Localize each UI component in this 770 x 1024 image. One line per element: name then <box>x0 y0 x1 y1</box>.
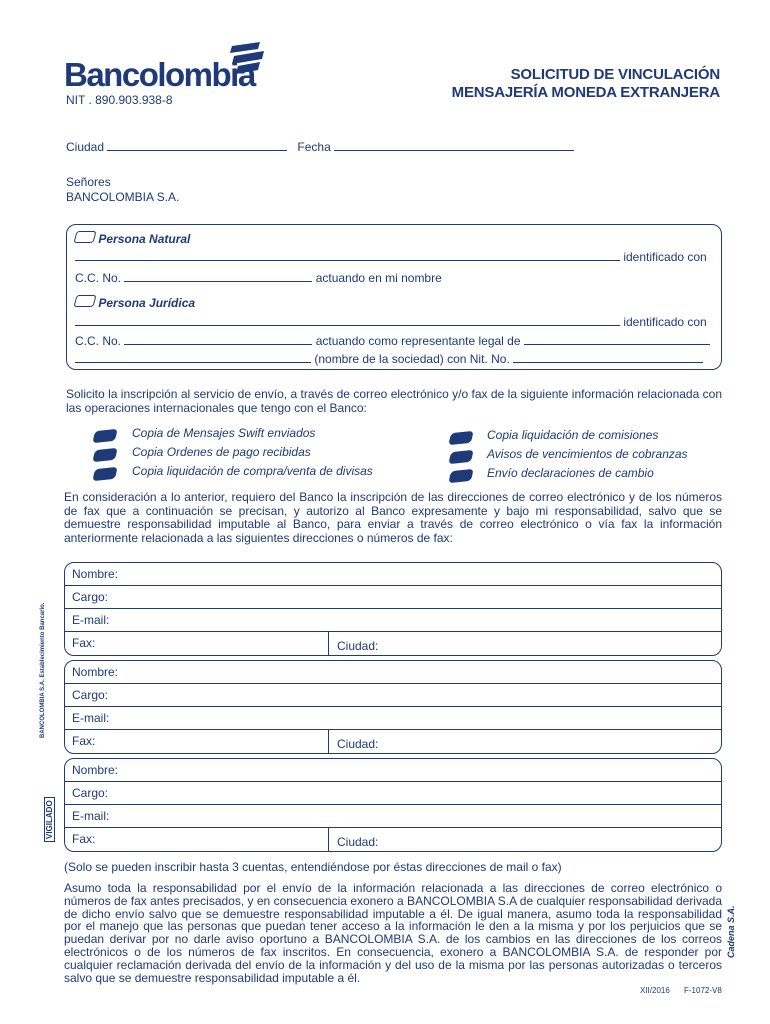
nit-sociedad-field[interactable] <box>513 362 703 363</box>
sociedad-field[interactable] <box>524 344 710 345</box>
persona-juridica-checkbox[interactable] <box>73 295 96 307</box>
side-legal-text: BANCOLOMBIA S.A. Establecimiento Bancario. <box>40 602 46 738</box>
account-1-ciudad[interactable]: Ciudad: <box>337 639 379 653</box>
option-divisas-label: Copia liquidación de compra/venta de divisas <box>132 464 373 478</box>
option-ordenes-label: Copia Ordenes de pago recibidas <box>132 445 311 459</box>
option-declaraciones-label: Envío declaraciones de cambio <box>487 466 654 480</box>
accounts-note: (Solo se pueden inscribir hasta 3 cuentas, entendiéndose por éstas direcciones de mail o fax) <box>64 860 562 874</box>
liability-text: Asumo toda la responsabilidad por el envío de la información relacionada a las direcciones de correo electrónico o números de fax antes precisados, y en consecuencia exonero a BANCOLOMBIA S.A de cualquier responsabilidad derivada de dicho envío salvo que se demuestre responsabilidad imputable a él. De igual manera, asumo toda la responsabilidad por el manejo que las personas que puedan tener acceso a la información le den a la misma y por los perjuicios que se puedan derivar por no darle aviso oportuno a BANCOLOMBIA S.A. de los cambios en las direcciones de los correos electrónicos o de los números de fax inscritos. En consecuencia, exonero a BANCOLOMBIA S.A. de responder por cualquier reclamación derivada del envío de la información y del uso de la misma por las personas autorizadas o terceros salvo que se demuestre responsabilidad imputable a él. <box>64 881 722 985</box>
account-block-1 <box>64 562 722 656</box>
sociedad-name-field[interactable] <box>75 362 311 363</box>
account-1-fax-row <box>65 632 721 655</box>
actuando-label: actuando en mi nombre <box>315 271 442 285</box>
account-1-cargo[interactable]: Cargo: <box>65 586 721 609</box>
persona-box <box>66 224 722 370</box>
option-comisiones-label: Copia liquidación de comisiones <box>487 428 659 442</box>
persona-natural-checkbox[interactable] <box>73 231 96 243</box>
natural-name-field[interactable] <box>75 260 620 261</box>
footer-code: F-1072-V8 <box>684 986 722 995</box>
option-cobranzas-checkbox[interactable] <box>448 450 473 464</box>
cc2-field[interactable] <box>124 344 312 345</box>
option-swift-checkbox[interactable] <box>92 429 117 443</box>
account-1-nombre[interactable]: Nombre: <box>65 563 721 586</box>
fecha-label: Fecha <box>297 140 331 154</box>
identificado2-label: identificado con <box>623 315 707 329</box>
account-block-3 <box>64 758 722 852</box>
printer-mark: Cadena S.A. <box>726 905 736 958</box>
cc-label: C.C. No. <box>75 271 122 285</box>
brand-name: Bancolombia <box>64 56 255 93</box>
options-left <box>94 426 394 483</box>
nit-sociedad-label: (nombre de la sociedad) con Nit. No. <box>314 352 510 366</box>
persona-natural-label: Persona Natural <box>98 232 191 246</box>
account-3-fax-row <box>65 828 721 851</box>
account-block-2 <box>64 660 722 754</box>
option-declaraciones-checkbox[interactable] <box>448 469 473 483</box>
option-ordenes-checkbox[interactable] <box>92 448 117 462</box>
footer-date: XII/2016 <box>640 986 670 995</box>
account-3-cargo[interactable]: Cargo: <box>65 782 721 805</box>
nit-number: NIT . 890.903.938-8 <box>66 93 173 107</box>
options-right <box>450 428 730 485</box>
account-3-email[interactable]: E-mail: <box>65 805 721 828</box>
option-cobranzas-label: Avisos de vencimientos de cobranzas <box>487 447 688 461</box>
identificado-label: identificado con <box>623 250 707 264</box>
account-3-fax[interactable]: Fax: <box>72 832 96 846</box>
addressee: Señores BANCOLOMBIA S.A. <box>66 175 180 204</box>
account-3-ciudad[interactable]: Ciudad: <box>337 835 379 849</box>
option-swift-label: Copia de Mensajes Swift enviados <box>132 426 316 440</box>
fecha-field[interactable] <box>334 150 574 151</box>
option-comisiones-checkbox[interactable] <box>448 431 473 445</box>
ciudad-fecha-row <box>66 140 574 154</box>
account-2-ciudad[interactable]: Ciudad: <box>337 737 379 751</box>
cc-field[interactable] <box>124 281 312 282</box>
persona-juridica-label: Persona Jurídica <box>98 296 196 310</box>
account-2-fax-row <box>65 730 721 753</box>
option-divisas-checkbox[interactable] <box>92 467 117 481</box>
account-1-email[interactable]: E-mail: <box>65 609 721 632</box>
vigilado-mark: VIGILADO <box>44 797 55 842</box>
account-2-email[interactable]: E-mail: <box>65 707 721 730</box>
account-2-nombre[interactable]: Nombre: <box>65 661 721 684</box>
request-text: Solicito la inscripción al servicio de envío, a través de correo electrónico y/o fax de la siguiente información relacionada con las operaciones internacionales que tengo con el Banco: <box>66 387 722 415</box>
account-2-fax[interactable]: Fax: <box>72 734 96 748</box>
ciudad-label: Ciudad <box>66 140 105 154</box>
ciudad-field[interactable] <box>107 150 287 151</box>
representante-label: actuando como representante legal de <box>315 334 521 348</box>
cc2-label: C.C. No. <box>75 334 122 348</box>
account-2-cargo[interactable]: Cargo: <box>65 684 721 707</box>
form-title: SOLICITUD DE VINCULACIÓN MENSAJERÍA MONEDA EXTRANJERA <box>451 66 720 101</box>
account-1-fax[interactable]: Fax: <box>72 636 96 650</box>
account-3-nombre[interactable]: Nombre: <box>65 759 721 782</box>
consideration-text: En consideración a lo anterior, requiero del Banco la inscripción de las direcciones de correo electrónico y de los números de fax que a continuación se precisan, y autorizo al Banco expresamente y bajo mi responsabilidad, salvo que se demuestre responsabilidad imputable al Banco, para enviar a través de correo electrónico o vía fax la información anteriormente relacionada a las siguientes direcciones o números de fax: <box>64 490 722 545</box>
juridica-name-field[interactable] <box>75 325 620 326</box>
